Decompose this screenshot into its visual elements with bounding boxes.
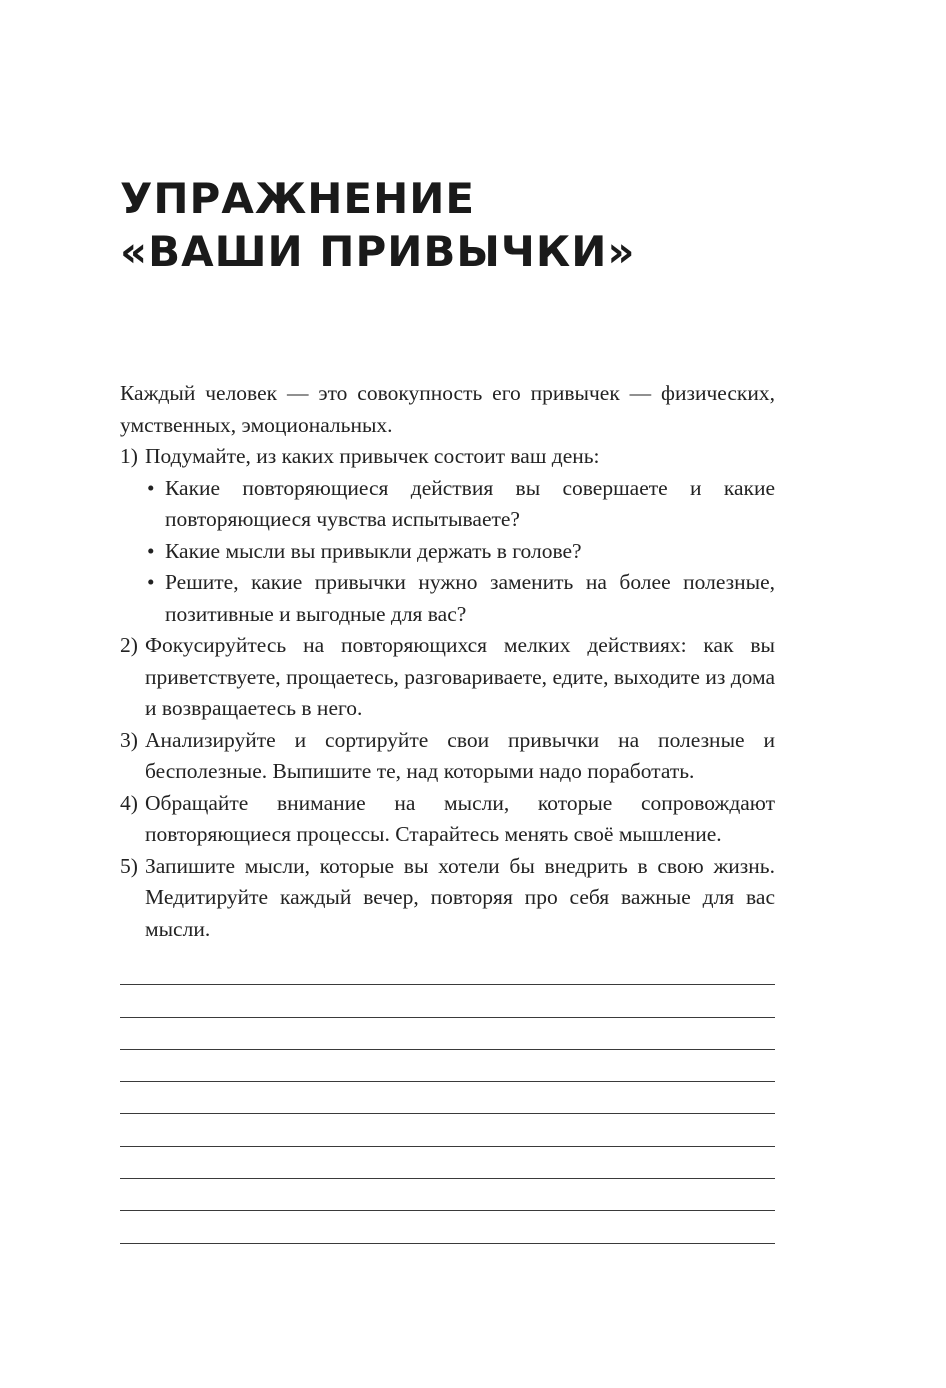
- writing-line: [120, 953, 775, 985]
- writing-line: [120, 1050, 775, 1082]
- bullet-list: [145, 473, 775, 631]
- writing-line: [120, 1147, 775, 1179]
- step-number: 4): [120, 790, 138, 815]
- bullet-icon: •: [147, 570, 155, 594]
- step-text: Фокусируйтесь на повторяющихся мелких действиях: как вы приветствуете, прощаетесь, разговариваете, едите, выходите из дома и возвращаетесь в него.: [145, 633, 775, 720]
- step-2: [120, 630, 775, 725]
- writing-line: [120, 1211, 775, 1243]
- title-line-2: «ВАШИ ПРИВЫЧКИ»: [120, 227, 636, 276]
- step-number: 3): [120, 727, 138, 752]
- step-text: Подумайте, из каких привычек состоит ваш день:: [145, 444, 600, 468]
- step-1: [120, 441, 775, 630]
- step-text: Анализируйте и сортируйте свои привычки на полезные и бесполезные. Выпишите те, над которыми надо поработать.: [145, 727, 775, 783]
- bullet-icon: •: [147, 475, 155, 500]
- writing-line: [120, 1082, 775, 1114]
- step-text: Запишите мысли, которые вы хотели бы внедрить в свою жизнь. Медитируйте каждый вечер, повторяя про себя важные для вас мысли.: [145, 853, 775, 941]
- bullet-item: [145, 567, 775, 630]
- exercise-title: [120, 172, 635, 278]
- bullet-text: Какие мысли вы привыкли держать в голове?: [165, 538, 582, 563]
- bullet-item: [145, 473, 775, 536]
- step-number: 2): [120, 633, 138, 657]
- bullet-icon: •: [147, 538, 155, 563]
- writing-line: [120, 1114, 775, 1146]
- step-number: 1): [120, 444, 138, 468]
- step-4: [120, 788, 775, 851]
- step-3: [120, 725, 775, 788]
- step-5: [120, 851, 775, 946]
- writing-line: [120, 1018, 775, 1050]
- bullet-text: Решите, какие привычки нужно заменить на более полезные, позитивные и выгодные для вас?: [165, 570, 775, 626]
- writing-line: [120, 985, 775, 1017]
- writing-line: [120, 1179, 775, 1211]
- step-text: Обращайте внимание на мысли, которые сопровождают повторяющиеся процессы. Старайтесь менять своё мышление.: [145, 790, 775, 846]
- bullet-item: [145, 536, 775, 568]
- title-line-1: УПРАЖНЕНИЕ: [120, 174, 476, 223]
- writing-lines: [120, 953, 775, 1244]
- bullet-text: Какие повторяющиеся действия вы совершаете и какие повторяющиеся чувства испытываете?: [165, 475, 775, 531]
- exercise-body: [120, 378, 775, 945]
- intro-paragraph: Каждый человек — это совокупность его привычек — физических, умственных, эмоциональных.: [120, 381, 775, 437]
- step-number: 5): [120, 853, 138, 878]
